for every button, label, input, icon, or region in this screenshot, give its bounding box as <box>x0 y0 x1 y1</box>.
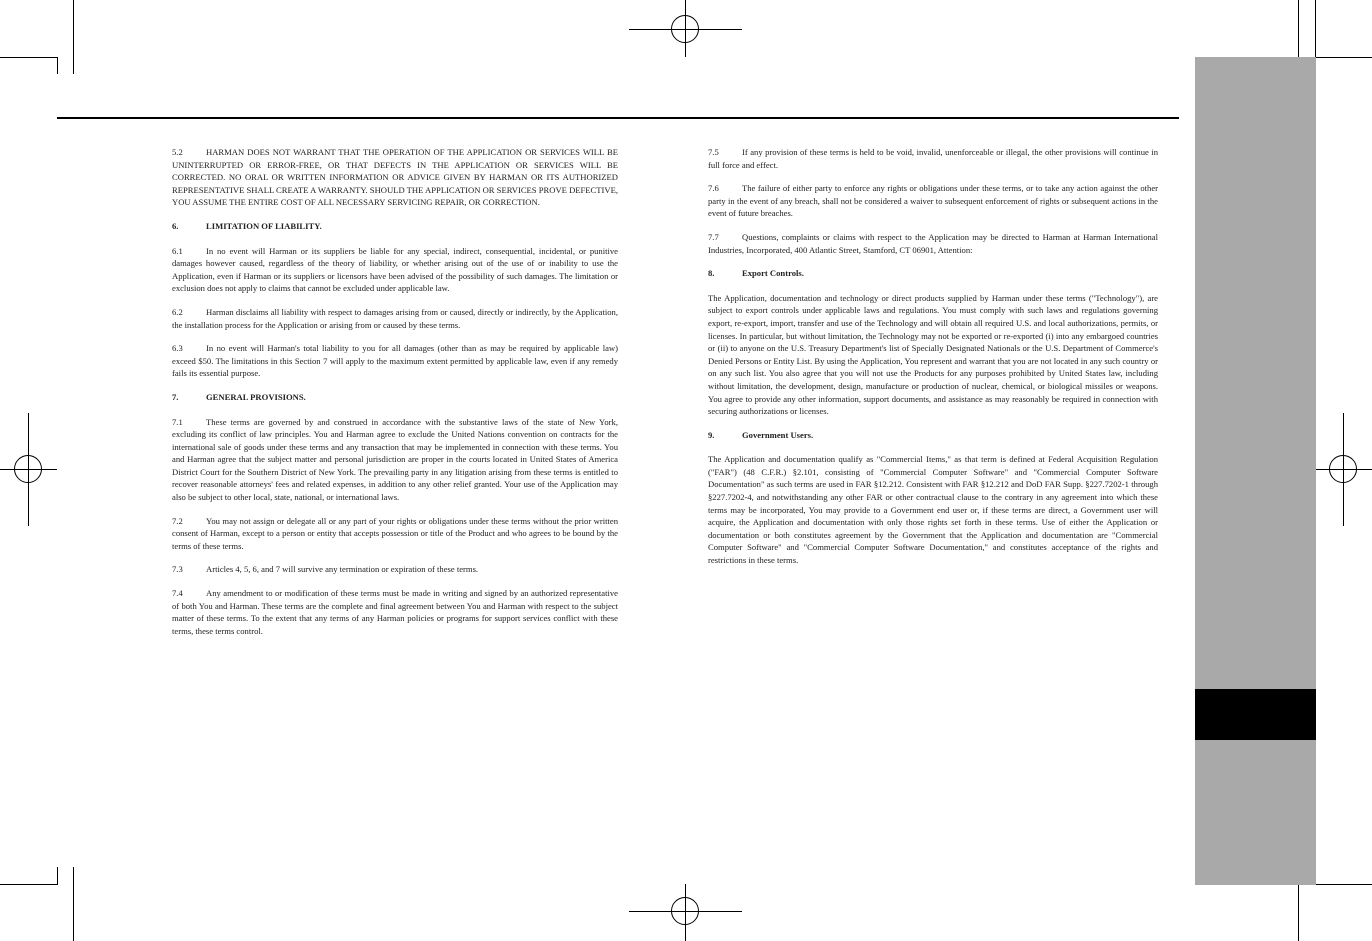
crop-mark-top-left-v <box>73 0 74 74</box>
paragraph-text: In no event will Harman or its suppliers be liable for any special, indirect, consequential, incidental, or punitive damages however caused, regardless of the theory of liability, or whether arising out of the use of or inability to use the Application, even if Harman or its suppliers or licensors have been advised of the possibility of such damages. The limitation or exclusion does not apply to claims that cannot be excluded under applicable law. <box>172 245 618 294</box>
paragraph <box>708 146 1158 171</box>
heading-text: GENERAL PROVISIONS. <box>206 391 306 402</box>
section-number: 7.7 <box>708 231 719 242</box>
paragraph-text: The Application, documentation and technology or direct products supplied by Harman under these terms ("Technology"), are subject to export controls under applicable laws and regulations. You must comply with such laws and regulations governing export, re-export, import, transfer and use of the Technology and will obtain all required U.S. and local authorizations, permits, or licenses. In particular, but without limitation, the Technology may not be exported or re-exported (i) into any embargoed countries or (ii) to anyone on the U.S. Treasury Department's list of Specially Designated Nationals or the U.S. Department of Commerce's Denied Persons or Entity List. By using the Application, You represent and warrant that you are not located in any such country or on any such list. You also agree that you will not use the Products for any purposes prohibited by United States law, including without limitation, the development, design, manufacture or production of nuclear, chemical, or biological missiles or weapons. You agree to provide any other information, support documents, and assistance as may reasonably be required in connection with securing authorizations or licenses. <box>708 292 1158 417</box>
paragraph <box>708 453 1158 566</box>
paragraph-text: Any amendment to or modification of these terms must be made in writing and signed by an authorized representative of both You and Harman. These terms are the complete and final agreement between You and Harman with respect to the subject matter of these terms. To the extent that any terms of any Harman policies or programs for support services conflict with these terms, these terms control. <box>172 588 618 636</box>
paragraph-text: If any provision of these terms is held to be void, invalid, unenforceable or illegal, the other provisions will continue in full force and effect. <box>708 147 1158 170</box>
paragraph <box>172 515 618 553</box>
section-number: 7.5 <box>708 147 719 157</box>
crop-mark-bottom-left-v2 <box>73 867 74 941</box>
section-number: 7. <box>172 391 179 402</box>
crop-mark-bottom-left-h <box>0 884 58 885</box>
side-tab-bar <box>1195 57 1316 885</box>
crop-mark-top-right-v <box>1298 0 1299 57</box>
crop-mark-top-right-h <box>1315 57 1372 58</box>
paragraph-text: Questions, complaints or claims with respect to the Application may be directed to Harman at Harman International Industries, Incorporated, 400 Atlantic Street, Stamford, CT 06901, Attention: <box>708 231 1158 255</box>
header-rule <box>57 117 1179 119</box>
section-number: 6. <box>172 220 179 231</box>
section-heading <box>708 429 1158 442</box>
paragraph-text: In no event will Harman's total liability to you for all damages (other than as may be required by applicable law) exceed $50. The limitations in this Section 7 will apply to the maximum extent permitted by applicable law, even if any remedy fails its essential purpose. <box>172 343 618 379</box>
section-heading <box>172 220 618 233</box>
paragraph-text: The failure of either party to enforce any rights or obligations under these terms, or to take any action against the other party in the event of any breach, shall not be considered a waiver to subsequent enforcement of rights or subsequent actions in the event of future breaches. <box>708 183 1158 219</box>
crop-mark-bottom-left-v <box>57 867 58 885</box>
section-number: 7.6 <box>708 183 719 194</box>
section-number: 6.1 <box>172 245 183 256</box>
paragraph-text: These terms are governed by and construed in accordance with the substantive laws of the state of New York, excluding its conflict of law principles. You and Harman agree to exclude the United Nations convention on contracts for the international sale of goods under these terms and any transaction that may be implemented in connection with these terms. You and Harman agree that the subject matter and personal jurisdiction are proper in the courts located in United States of America District Court for the Southern District of New York. The prevailing party in any litigation arising from these terms is entitled to recover reasonable attorneys' fees and related expenses, in addition to any other relief granted. Your use of the Application may also be subject to other local, state, national, or international laws. <box>172 416 618 503</box>
section-number: 7.2 <box>172 515 183 526</box>
paragraph <box>172 146 618 209</box>
paragraph-text: The Application and documentation qualify as "Commercial Items," as that term is defined at Federal Acquisition Regulation ("FAR") (48 C.F.R.) §2.101, consisting of "Commercial Computer Software" and "Commercial Computer Software Documentation" as such terms are used in FAR §12.212. Consistent with FAR §12.212 and DoD FAR Supp. §227.7202-1 through §227.7202-4, and notwithstanding any other FAR or other contractual clause to the contrary in any agreement into which these terms may be incorporated, You may provide to a Government end user or, if these terms are direct, a Government user will acquire, the Application and documentation with only those rights set forth in these terms. Use of either the Application or documentation or both constitutes agreement by the Government that the Application and documentation are "Commercial Computer Software" and "Commercial Computer Software Documentation," and constitutes acceptance of the rights and restrictions in these terms. <box>708 454 1158 566</box>
section-heading <box>708 267 1158 280</box>
paragraph-text: Harman disclaims all liability with respect to damages arising from or caused, directly or indirectly, by the Application, the installation process for the Application or arising from or caused by these terms. <box>172 306 618 330</box>
section-number: 7.4 <box>172 588 183 599</box>
section-number: 6.2 <box>172 306 183 317</box>
crop-mark-top-left-v2 <box>57 58 58 74</box>
paragraph-text: You may not assign or delegate all or any part of your rights or obligations under these terms without the prior written consent of Harman, except to a person or entity that accepts possession or title of the Product and who agrees to be bound by the terms of these terms. <box>172 515 618 551</box>
paragraph <box>708 231 1158 256</box>
right-text-column <box>708 146 1158 578</box>
side-tab-active <box>1195 689 1316 740</box>
paragraph-text: Articles 4, 5, 6, and 7 will survive any termination or expiration of these terms. <box>206 564 479 575</box>
heading-text: Export Controls. <box>742 268 804 279</box>
section-number: 5.2 <box>172 147 183 157</box>
section-number: 7.1 <box>172 416 183 427</box>
paragraph <box>708 182 1158 220</box>
section-number: 9. <box>708 429 715 440</box>
section-heading <box>172 391 618 404</box>
paragraph <box>172 416 618 504</box>
paragraph <box>172 587 618 637</box>
paragraph <box>172 563 618 576</box>
heading-text: LIMITATION OF LIABILITY. <box>206 220 322 231</box>
left-text-column <box>172 146 618 648</box>
heading-text: Government Users. <box>742 429 814 440</box>
section-number: 7.3 <box>172 564 183 575</box>
section-number: 8. <box>708 268 715 279</box>
section-number: 6.3 <box>172 343 183 354</box>
crop-mark-bottom-right-v <box>1298 884 1299 941</box>
paragraph <box>172 245 618 295</box>
paragraph-text: HARMAN DOES NOT WARRANT THAT THE OPERATION OF THE APPLICATION OR SERVICES WILL BE UNINTERRUPTED OR ERROR-FREE, OR THAT DEFECTS IN THE APPLICATION OR SERVICES WILL BE CORRECTED. NO ORAL OR WRITTEN INFORMATION OR ADVICE GIVEN BY HARMAN OR ITS AUTHORIZED REPRESENTATIVE SHALL CREATE A WARRANTY. SHOULD THE APPLICATION OR SERVICES PROVE DEFECTIVE, YOU ASSUME THE ENTIRE COST OF ALL NECESSARY SERVICING REPAIR, OR CORRECTION. <box>172 147 618 208</box>
crop-mark-bottom-right-h <box>1315 884 1372 885</box>
crop-mark-top-left-h <box>0 57 58 58</box>
paragraph <box>708 292 1158 418</box>
paragraph <box>172 306 618 331</box>
paragraph <box>172 342 618 380</box>
